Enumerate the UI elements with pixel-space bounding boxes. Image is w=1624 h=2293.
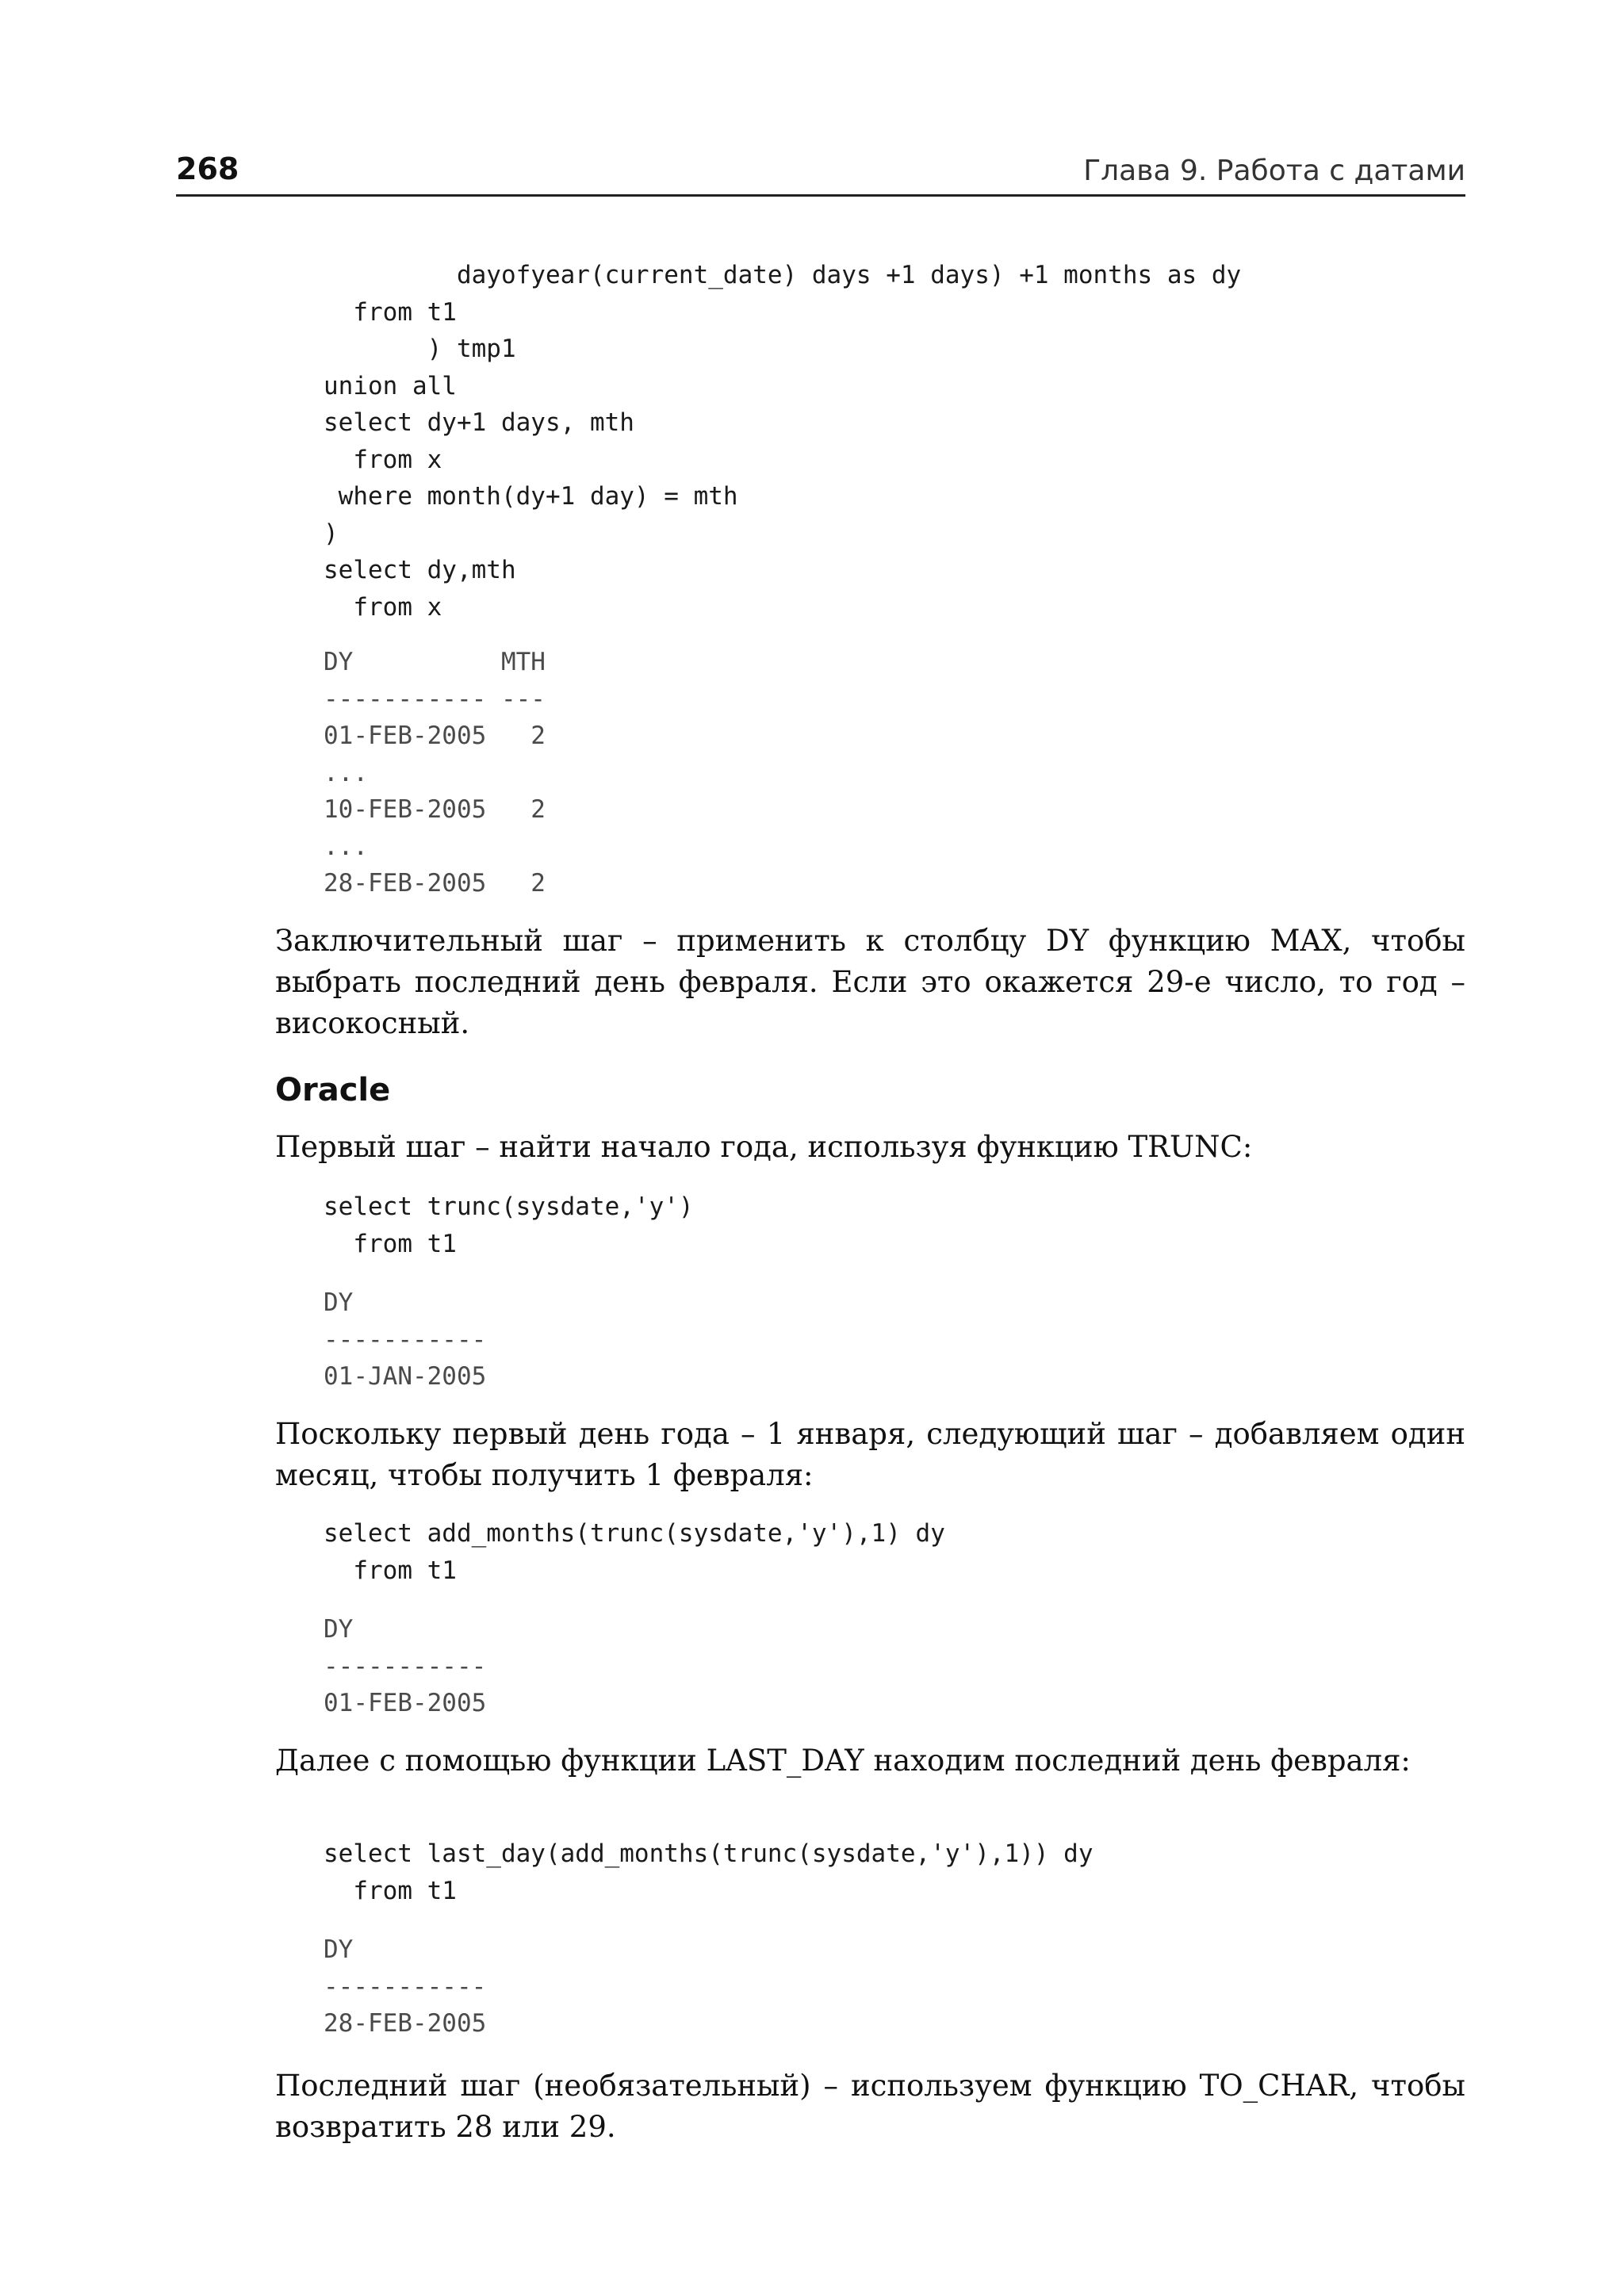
page-number: 268 [176,151,239,186]
paragraph-last-day: Далее с помощью функции LAST_DAY находим последний день февраля: [275,1744,1411,1778]
code-block-recursive-query: dayofyear(current_date) days +1 days) +1 months as dy from t1 ) tmp1 union all select dy+1 days, mth from x where month(dy+1 day) = mth ) select dy,mth from x [324,261,1242,622]
code-block-trunc: select trunc(sysdate,'y') from t1 [324,1192,694,1258]
paragraph-oracle-first-step: Первый шаг – найти начало года, используя функцию TRUNC: [275,1130,1253,1164]
result-table-db2: DY MTH ----------- --- 01-FEB-2005 2 ... 10-FEB-2005 2 ... 28-FEB-2005 2 [324,648,546,898]
paragraph-final-step: Заключительный шаг – применить к столбцу DY функцию MAX, чтобы выбрать последний день февраля. Если это окажется 29-е число, то год – високосный. [275,924,1465,1040]
code-block-add-months: select add_months(trunc(sysdate,'y'),1) dy from t1 [324,1519,945,1585]
section-heading-oracle: Oracle [275,1072,391,1108]
paragraph-add-month: Поскольку первый день года – 1 января, следующий шаг – добавляем один месяц, чтобы получить 1 февраля: [275,1417,1465,1492]
paragraph-to-char: Последний шаг (необязательный) – используем функцию TO_CHAR, чтобы возвратить 28 или 29. [275,2069,1465,2144]
code-block-last-day: select last_day(add_months(trunc(sysdate,'y'),1)) dy from t1 [324,1839,1094,1905]
result-trunc: DY ----------- 01-JAN-2005 [324,1288,487,1391]
result-add-months: DY ----------- 01-FEB-2005 [324,1615,487,1717]
running-title: Глава 9. Работа с датами [1083,155,1465,187]
page-header [176,147,1465,197]
result-last-day: DY ----------- 28-FEB-2005 [324,1935,487,2038]
